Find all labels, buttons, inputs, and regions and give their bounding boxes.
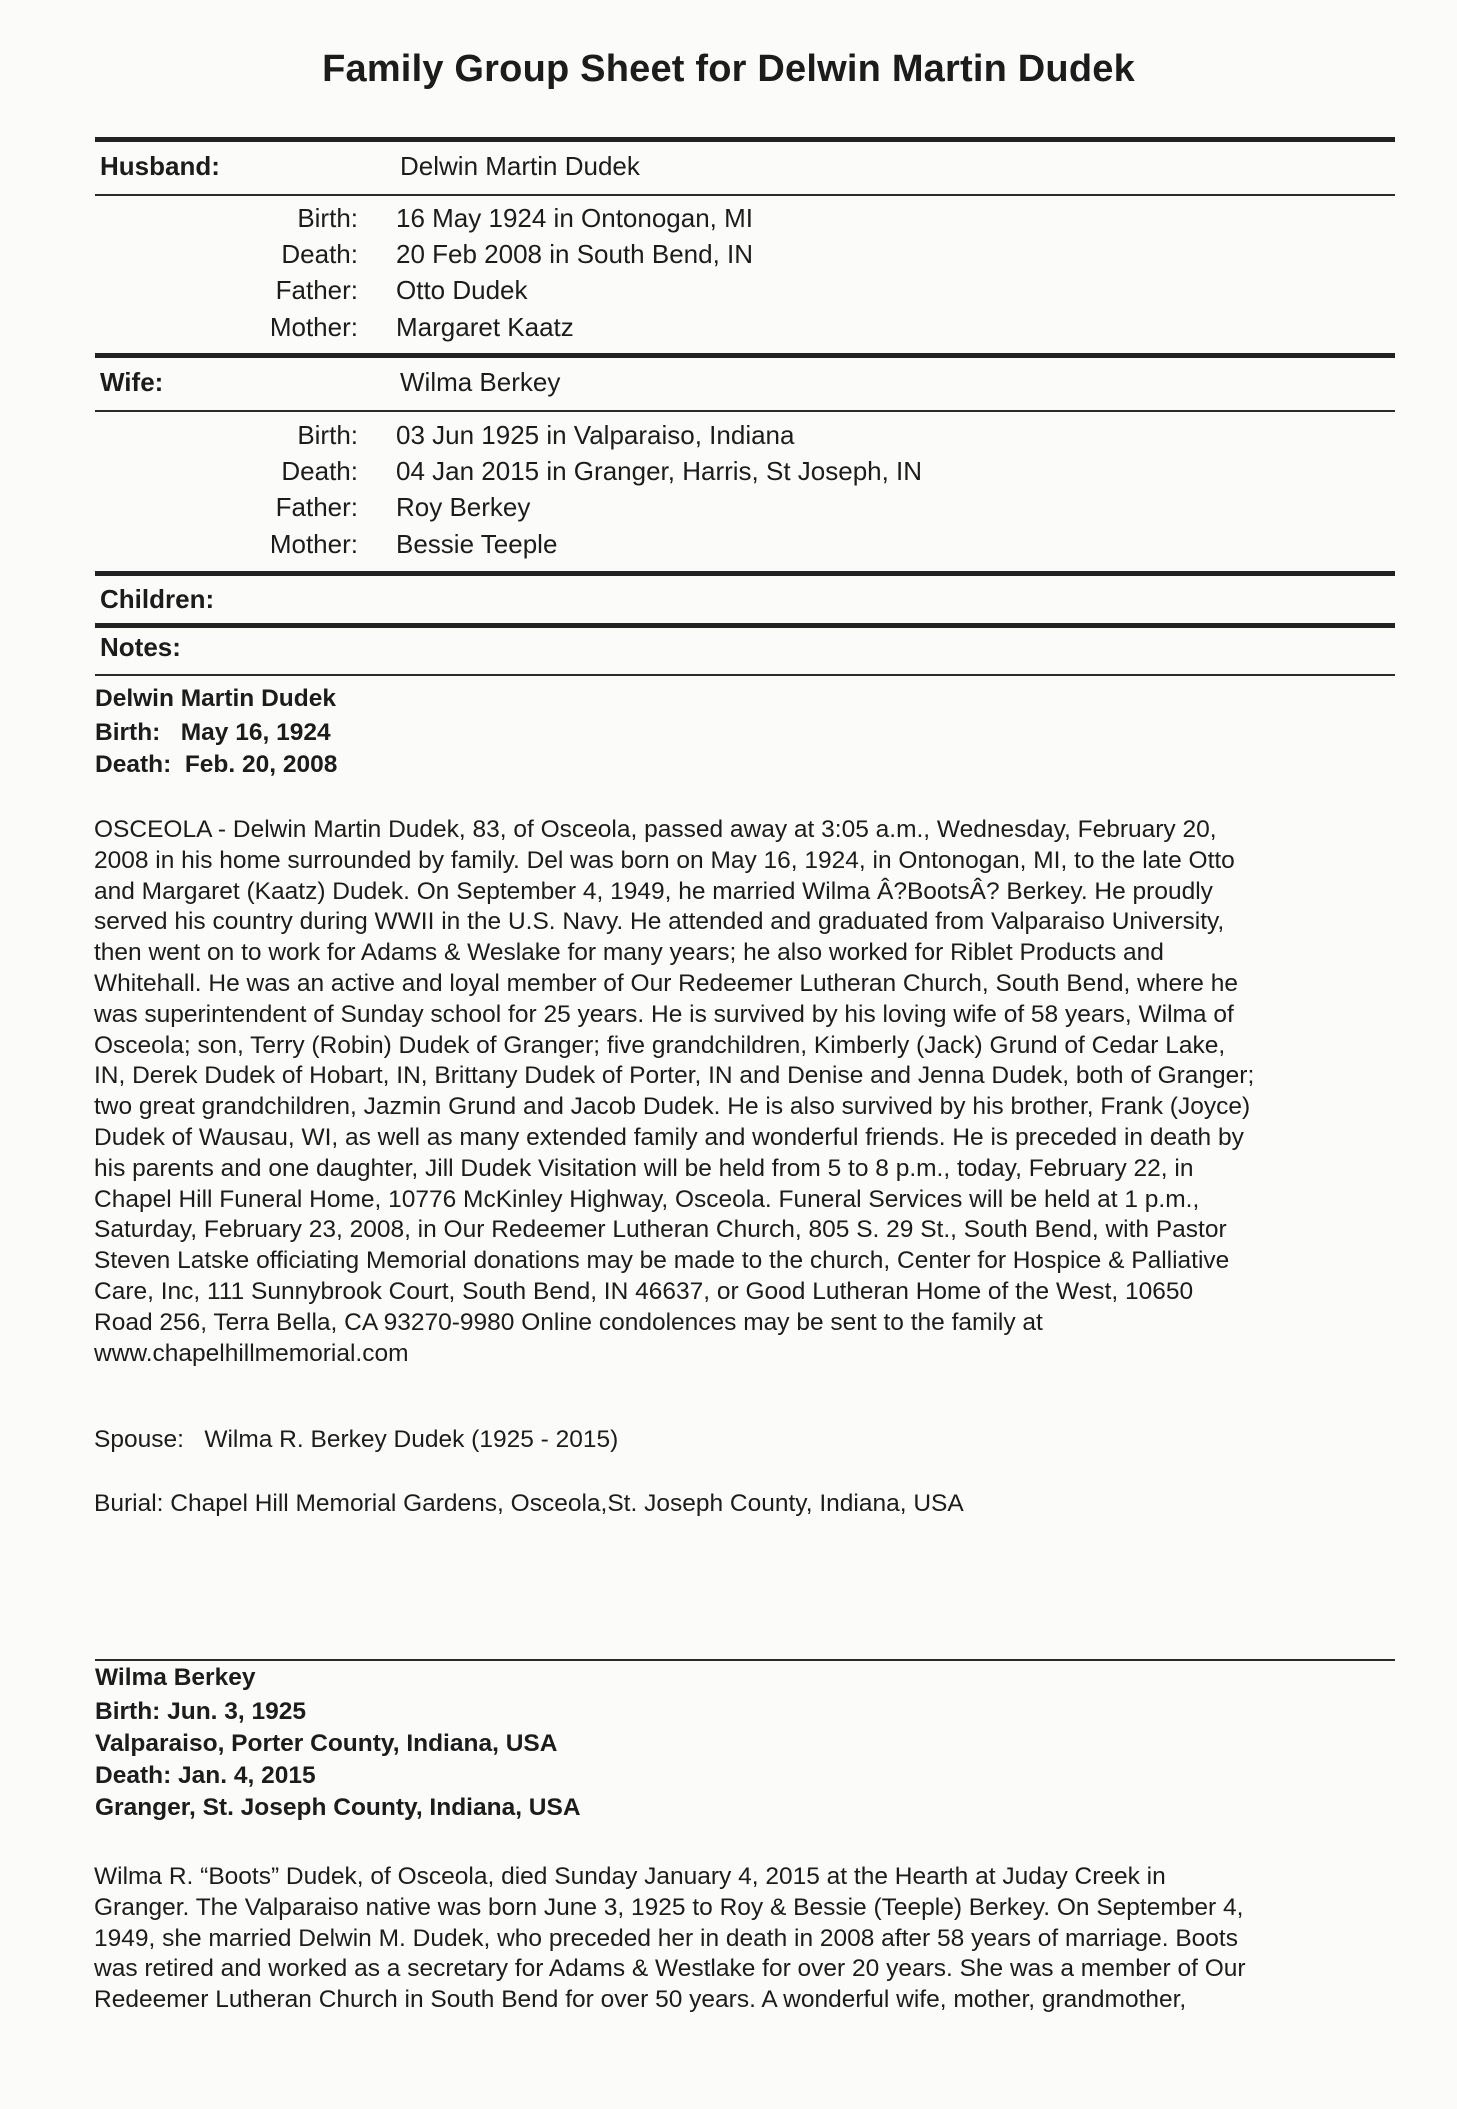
obituary-line: was retired and worked as a secretary for Adams & Westlake for over 20 years. She was a member of Our (94, 1955, 1246, 1983)
note1-death: Death: Feb. 20, 2008 (95, 751, 338, 778)
obituary-line: then went on to work for Adams & Weslake for many years; he also worked for Riblet Products and (94, 939, 1164, 967)
section-divider (95, 623, 1395, 628)
note2-birth-place: Valparaiso, Porter County, Indiana, USA (95, 1730, 558, 1757)
husband-father-label: Father: (275, 275, 358, 305)
wife-father-label: Father: (275, 492, 358, 522)
note1-birth: Birth: May 16, 1924 (95, 719, 331, 746)
wife-birth-label: Birth: (297, 420, 358, 450)
husband-death-label: Death: (281, 239, 358, 269)
wife-death-label: Death: (281, 456, 358, 486)
divider (95, 1659, 1395, 1661)
obituary-line: Granger. The Valparaiso native was born June 3, 1925 to Roy & Bessie (Teeple) Berkey. On September 4, (94, 1893, 1244, 1921)
wife-father-value: Roy Berkey (396, 492, 531, 522)
note1-obituary (94, 815, 1404, 1369)
obituary-line: Road 256, Terra Bella, CA 93270-9980 Online condolences may be sent to the family at (94, 1308, 1043, 1336)
note2-obituary (94, 1862, 1404, 2016)
note2-birth: Birth: Jun. 3, 1925 (95, 1698, 307, 1725)
section-divider (95, 137, 1395, 142)
obituary-line: Whitehall. He was an active and loyal member of Our Redeemer Lutheran Church, South Bend, where he (94, 969, 1238, 997)
obituary-line: Chapel Hill Funeral Home, 10776 McKinley Highway, Osceola. Funeral Services will be held at 1 p.m., (94, 1185, 1200, 1213)
obituary-line: and Margaret (Kaatz) Dudek. On September 4, 1949, he married Wilma Â?BootsÂ? Berkey. He proudly (94, 877, 1213, 905)
wife-birth-value: 03 Jun 1925 in Valparaiso, Indiana (396, 420, 795, 450)
divider (95, 674, 1395, 676)
husband-death-value: 20 Feb 2008 in South Bend, IN (396, 239, 754, 269)
page-title: Family Group Sheet for Delwin Martin Dudek (322, 48, 1135, 90)
note2-death-place: Granger, St. Joseph County, Indiana, USA (95, 1794, 581, 1821)
husband-name: Delwin Martin Dudek (400, 151, 640, 181)
husband-birth-value: 16 May 1924 in Ontonogan, MI (396, 203, 754, 233)
obituary-line: Saturday, February 23, 2008, in Our Redeemer Lutheran Church, 805 S. 29 St., South Bend, with Pastor (94, 1216, 1227, 1244)
wife-label: Wife: (100, 367, 164, 397)
obituary-line: 1949, she married Delwin M. Dudek, who preceded her in death in 2008 after 58 years of marriage. Boots (94, 1924, 1238, 1952)
husband-birth-label: Birth: (297, 203, 358, 233)
obituary-line: Steven Latske officiating Memorial donations may be made to the church, Center for Hospice & Palliative (94, 1247, 1230, 1275)
wife-mother-value: Bessie Teeple (396, 529, 558, 559)
wife-name: Wilma Berkey (400, 367, 561, 397)
wife-death-value: 04 Jan 2015 in Granger, Harris, St Joseph, IN (396, 456, 923, 486)
husband-mother-label: Mother: (269, 312, 358, 342)
notes-label: Notes: (100, 632, 181, 662)
obituary-line: OSCEOLA - Delwin Martin Dudek, 83, of Osceola, passed away at 3:05 a.m., Wednesday, February 20, (94, 816, 1217, 843)
obituary-line: served his country during WWII in the U.S. Navy. He attended and graduated from Valparaiso University, (94, 908, 1225, 936)
section-divider (95, 353, 1395, 358)
obituary-line: his parents and one daughter, Jill Dudek Visitation will be held from 5 to 8 p.m., today, February 22, in (94, 1154, 1194, 1182)
obituary-line: 2008 in his home surrounded by family. Del was born on May 16, 1924, in Ontonogan, MI, to the late Otto (94, 846, 1235, 874)
note1-name: Delwin Martin Dudek (95, 685, 336, 712)
obituary-line: was superintendent of Sunday school for 25 years. He is survived by his loving wife of 58 years, Wilma of (94, 1000, 1234, 1028)
divider (95, 194, 1395, 196)
obituary-line: www.chapelhillmemorial.com (94, 1339, 409, 1367)
divider (95, 410, 1395, 412)
section-divider (95, 571, 1395, 576)
note1-burial: Burial: Chapel Hill Memorial Gardens, Osceola,St. Joseph County, Indiana, USA (94, 1490, 964, 1517)
obituary-line: two great grandchildren, Jazmin Grund and Jacob Dudek. He is also survived by his brother, Frank (Joyce) (94, 1093, 1251, 1121)
note2-name: Wilma Berkey (95, 1664, 256, 1691)
obituary-line: IN, Derek Dudek of Hobart, IN, Brittany Dudek of Porter, IN and Denise and Jenna Dudek, both of Granger; (94, 1062, 1255, 1090)
husband-father-value: Otto Dudek (396, 275, 528, 305)
note1-spouse: Spouse: Wilma R. Berkey Dudek (1925 - 2015) (94, 1426, 619, 1453)
obituary-line: Care, Inc, 111 Sunnybrook Court, South Bend, IN 46637, or Good Lutheran Home of the West, 10650 (94, 1277, 1194, 1305)
note2-death: Death: Jan. 4, 2015 (95, 1762, 316, 1789)
obituary-line: Dudek of Wausau, WI, as well as many extended family and wonderful friends. He is preceded in death by (94, 1123, 1244, 1151)
obituary-line: Wilma R. “Boots” Dudek, of Osceola, died Sunday January 4, 2015 at the Hearth at Juday Creek in (94, 1863, 1166, 1890)
obituary-line: Osceola; son, Terry (Robin) Dudek of Granger; five grandchildren, Kimberly (Jack) Grund of Cedar Lake, (94, 1031, 1226, 1059)
children-label: Children: (100, 584, 215, 614)
husband-label: Husband: (100, 151, 220, 181)
husband-mother-value: Margaret Kaatz (396, 312, 574, 342)
obituary-line: Redeemer Lutheran Church in South Bend for over 50 years. A wonderful wife, mother, grandmother, (94, 1986, 1187, 2014)
wife-mother-label: Mother: (269, 529, 358, 559)
